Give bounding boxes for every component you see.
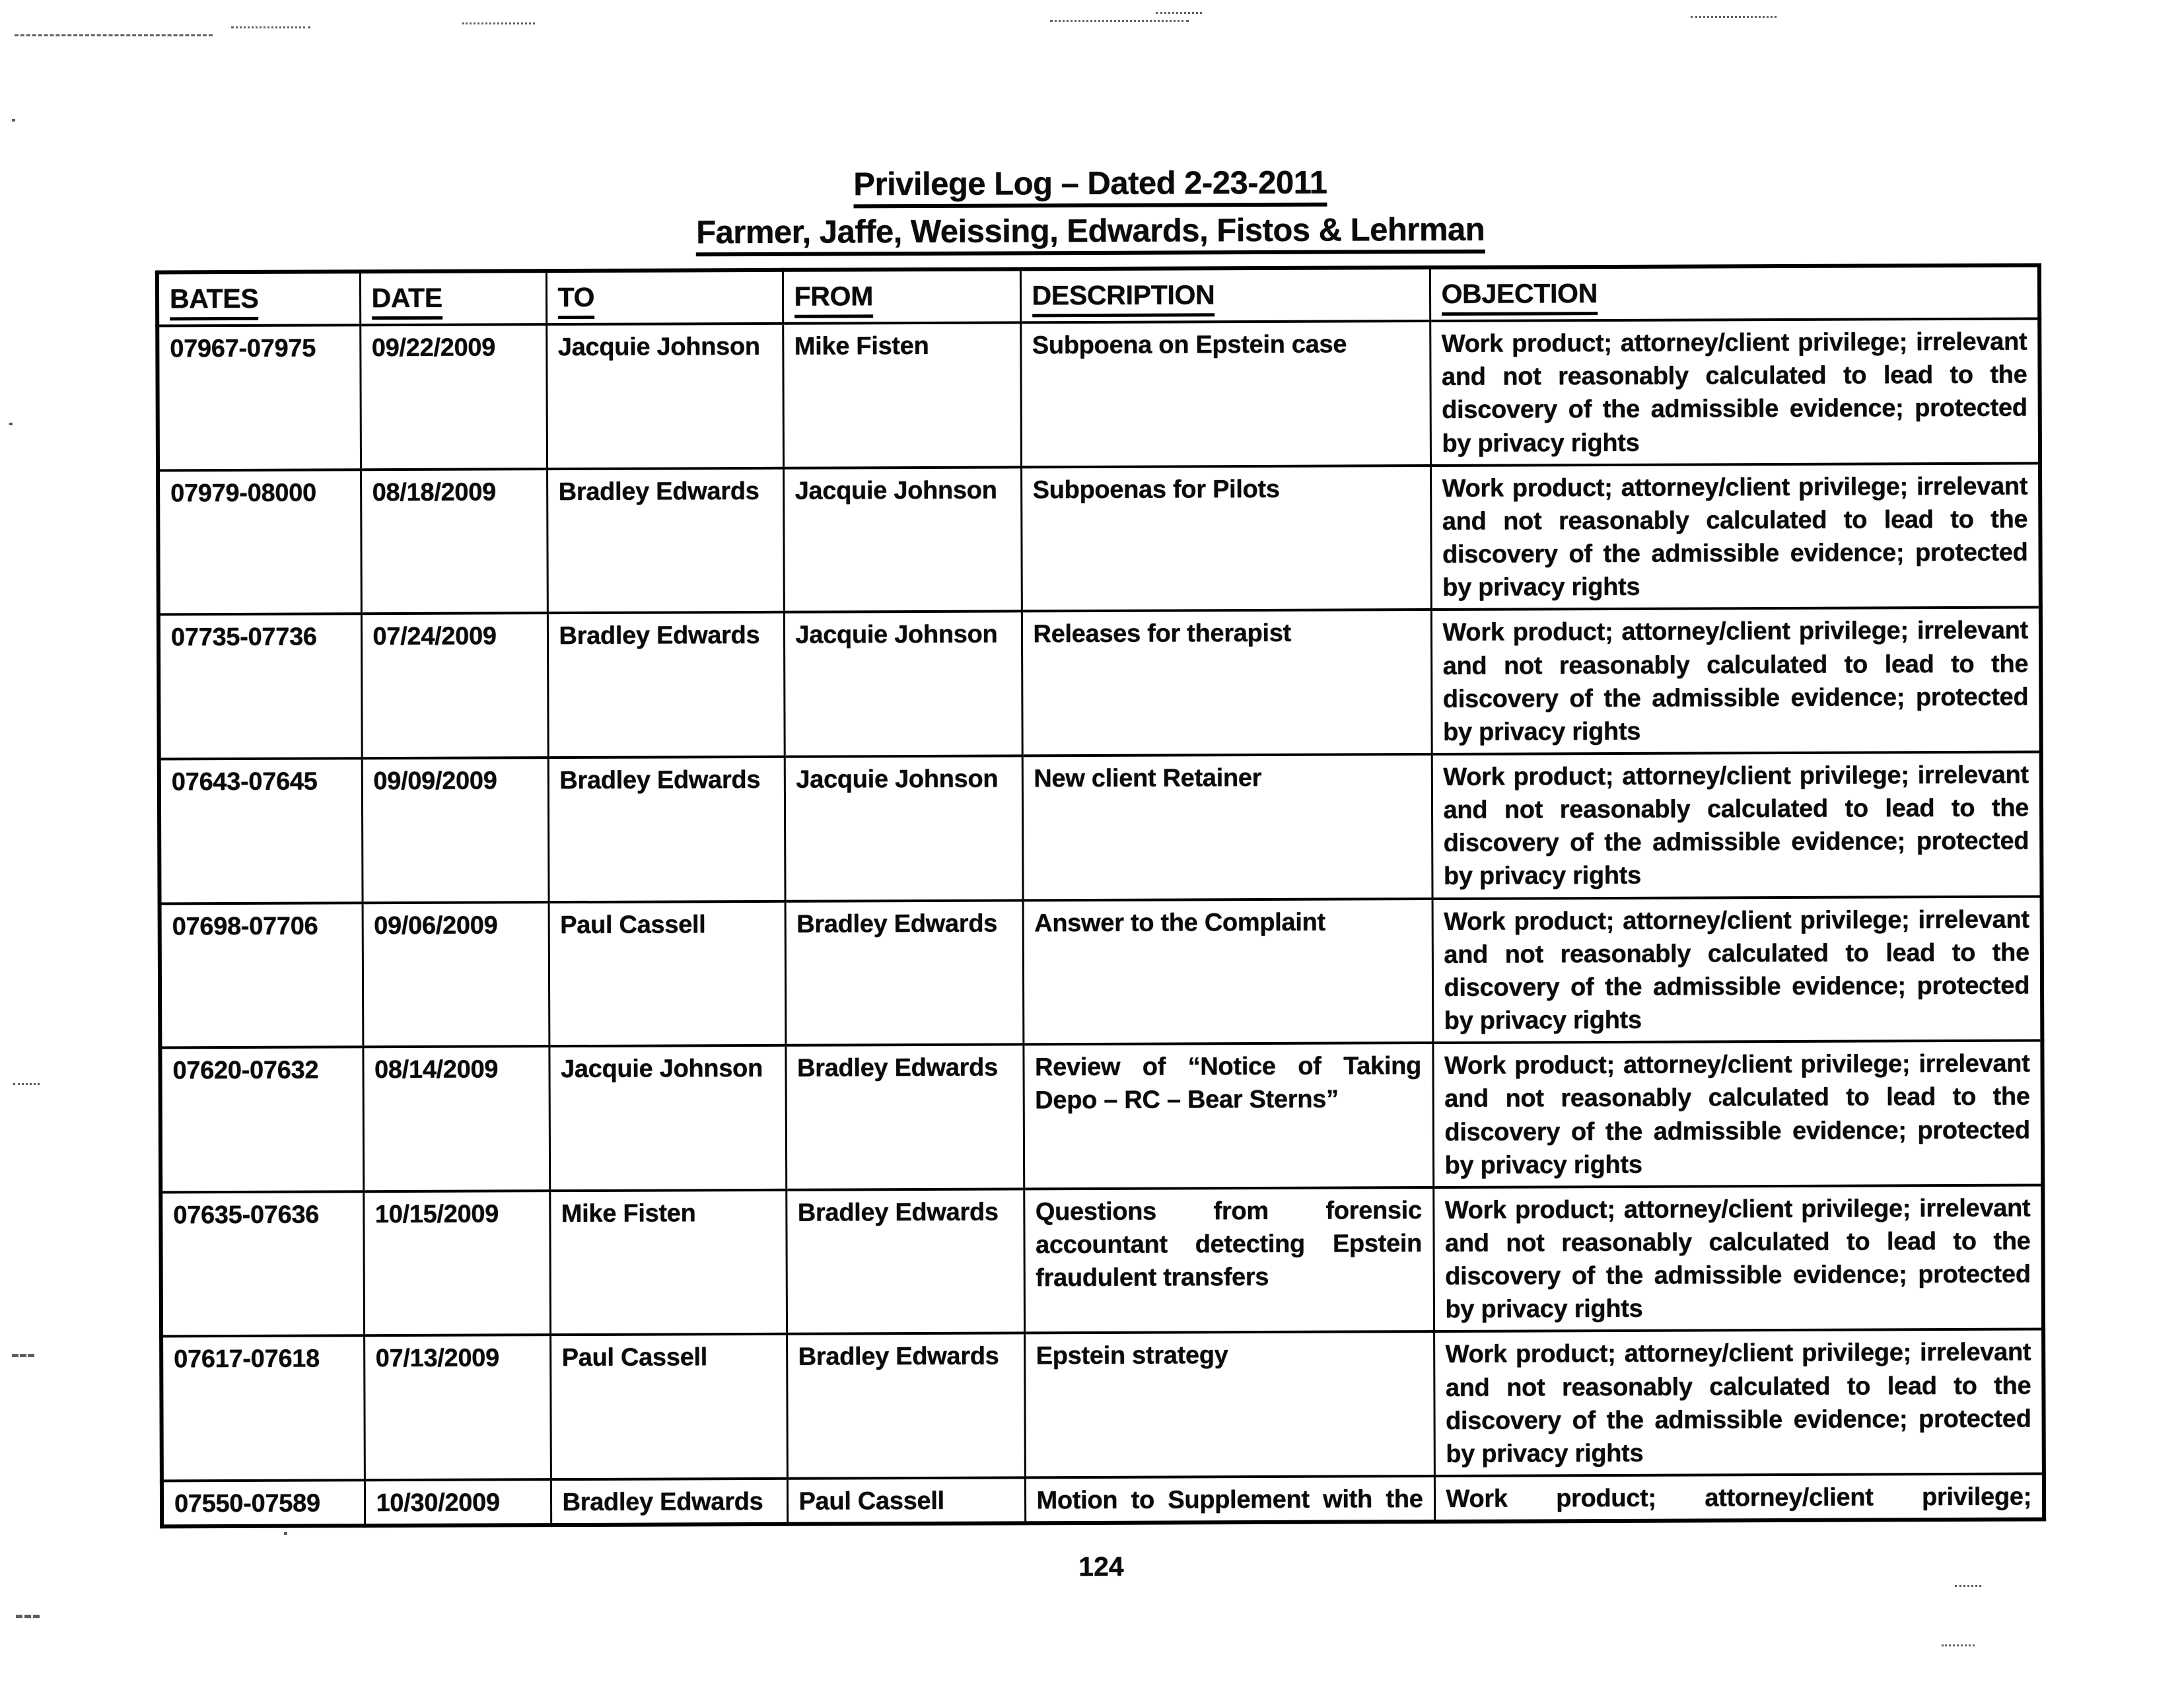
column-header-label: BATES: [170, 281, 259, 321]
date-cell: 09/09/2009: [362, 757, 549, 903]
bates-cell: 07735-07736: [159, 614, 362, 759]
table-row: [159, 752, 2042, 903]
to-cell: Bradley Edwards: [548, 757, 785, 902]
objection-cell: Work product; attorney/client privilege; irrelevant and not reasonably calculated to lead to the discovery of the admissible evidence; protected by privacy rights: [1433, 1185, 2043, 1331]
date-cell: 07/13/2009: [364, 1335, 551, 1481]
from-cell: Mike Fisten: [783, 323, 1021, 468]
objection-cell: Work product; attorney/client privilege; irrelevant and not reasonably calculated to lead to the discovery of the admissible evidence; protected by privacy rights: [1431, 608, 2041, 754]
description-cell: Questions from forensic accountant detecting Epstein fraudulent transfers: [1024, 1187, 1434, 1333]
bates-cell: 07635-07636: [160, 1191, 364, 1337]
column-header-label: DATE: [371, 280, 442, 320]
column-header-bates: [157, 271, 360, 326]
column-header-label: FROM: [794, 278, 873, 318]
scan-artifact: [1942, 1644, 1975, 1646]
from-cell: Bradley Edwards: [787, 1333, 1025, 1479]
to-cell: Bradley Edwards: [551, 1479, 787, 1526]
table-row: [159, 608, 2041, 759]
date-cell: 08/18/2009: [361, 469, 547, 614]
from-cell: Bradley Edwards: [785, 900, 1024, 1045]
to-cell: Jacquie Johnson: [549, 1045, 786, 1191]
objection-cell: Work product; attorney/client privilege; irrelevant and not reasonably calculated to lead to the discovery of the admissible evidence; protected by privacy rights: [1432, 1041, 2043, 1187]
column-header-label: OBJECTION: [1441, 275, 1598, 316]
column-header-from: [783, 269, 1020, 323]
page-number: 124: [1078, 1551, 1124, 1582]
column-header-description: [1020, 267, 1430, 322]
table-row: [161, 1329, 2044, 1481]
from-cell: Bradley Edwards: [785, 1045, 1024, 1190]
date-cell: 09/06/2009: [363, 902, 549, 1047]
document-subtitle-text: Farmer, Jaffe, Weissing, Edwards, Fistos & Lehrman: [696, 211, 1485, 257]
description-cell: Answer to the Complaint: [1023, 899, 1433, 1045]
description-cell: New client Retainer: [1022, 754, 1432, 900]
date-cell: 08/14/2009: [363, 1046, 549, 1191]
table-row: [162, 1474, 2044, 1527]
column-header-objection: [1430, 265, 2039, 321]
table-row: [160, 896, 2043, 1048]
bates-cell: 07550-07589: [162, 1480, 365, 1526]
from-cell: Jacquie Johnson: [783, 467, 1022, 612]
to-cell: Paul Cassell: [550, 1334, 787, 1479]
column-header-label: TO: [557, 279, 594, 319]
objection-cell: Work product; attorney/client privilege;: [1434, 1474, 2044, 1522]
objection-cell: Work product; attorney/client privilege; irrelevant and not reasonably calculated to lead to the discovery of the admissible evidence; protected by privacy rights: [1430, 319, 2040, 466]
description-cell: Subpoena on Epstein case: [1020, 321, 1430, 467]
objection-cell: Work product; attorney/client privilege; irrelevant and not reasonably calculated to lead to the discovery of the admissible evidence; protected by privacy rights: [1434, 1329, 2044, 1476]
bates-cell: 07698-07706: [160, 903, 363, 1048]
scan-artifact: [16, 1615, 40, 1618]
table-row: [158, 463, 2041, 615]
table-header-row: [157, 265, 2039, 326]
description-cell: Review of “Notice of Taking Depo – RC – Bear Sterns”: [1023, 1043, 1433, 1189]
description-cell: Motion to Supplement with the: [1025, 1476, 1434, 1524]
description-cell: Epstein strategy: [1024, 1332, 1434, 1478]
date-cell: 10/30/2009: [365, 1479, 551, 1526]
from-cell: Bradley Edwards: [786, 1189, 1024, 1334]
column-header-to: [546, 270, 783, 324]
from-cell: Jacquie Johnson: [785, 756, 1023, 901]
scan-artifact: [1955, 1585, 1981, 1587]
date-cell: 10/15/2009: [363, 1191, 550, 1336]
bates-cell: 07967-07975: [157, 325, 361, 470]
description-cell: Subpoenas for Pilots: [1021, 466, 1431, 612]
privilege-log-table: [155, 263, 2046, 1528]
bates-cell: 07617-07618: [161, 1336, 365, 1481]
table-row: [160, 1185, 2043, 1337]
date-cell: 09/22/2009: [360, 324, 547, 470]
document-title: [0, 161, 2183, 212]
to-cell: Paul Cassell: [549, 901, 786, 1046]
from-cell: Paul Cassell: [787, 1478, 1025, 1525]
bates-cell: 07643-07645: [159, 758, 363, 903]
date-cell: 07/24/2009: [361, 614, 548, 759]
column-header-date: [360, 271, 546, 325]
column-header-label: DESCRIPTION: [1032, 277, 1215, 317]
to-cell: Bradley Edwards: [547, 612, 785, 757]
document-title-text: Privilege Log – Dated 2-23-2011: [853, 164, 1327, 209]
bates-cell: 07979-08000: [158, 470, 361, 615]
bates-cell: 07620-07632: [160, 1047, 363, 1192]
from-cell: Jacquie Johnson: [784, 612, 1022, 757]
to-cell: Bradley Edwards: [547, 468, 784, 614]
table-row: [160, 1041, 2043, 1193]
table-row: [157, 319, 2040, 471]
objection-cell: Work product; attorney/client privilege; irrelevant and not reasonably calculated to lead to the discovery of the admissible evidence; protected by privacy rights: [1432, 752, 2042, 898]
to-cell: Mike Fisten: [549, 1190, 787, 1335]
document-subtitle: [0, 209, 2183, 260]
objection-cell: Work product; attorney/client privilege; irrelevant and not reasonably calculated to lead to the discovery of the admissible evidence; protected by privacy rights: [1430, 463, 2041, 610]
description-cell: Releases for therapist: [1022, 610, 1432, 756]
to-cell: Jacquie Johnson: [546, 324, 783, 469]
objection-cell: Work product; attorney/client privilege; irrelevant and not reasonably calculated to lead to the discovery of the admissible evidence; protected by privacy rights: [1432, 896, 2043, 1043]
